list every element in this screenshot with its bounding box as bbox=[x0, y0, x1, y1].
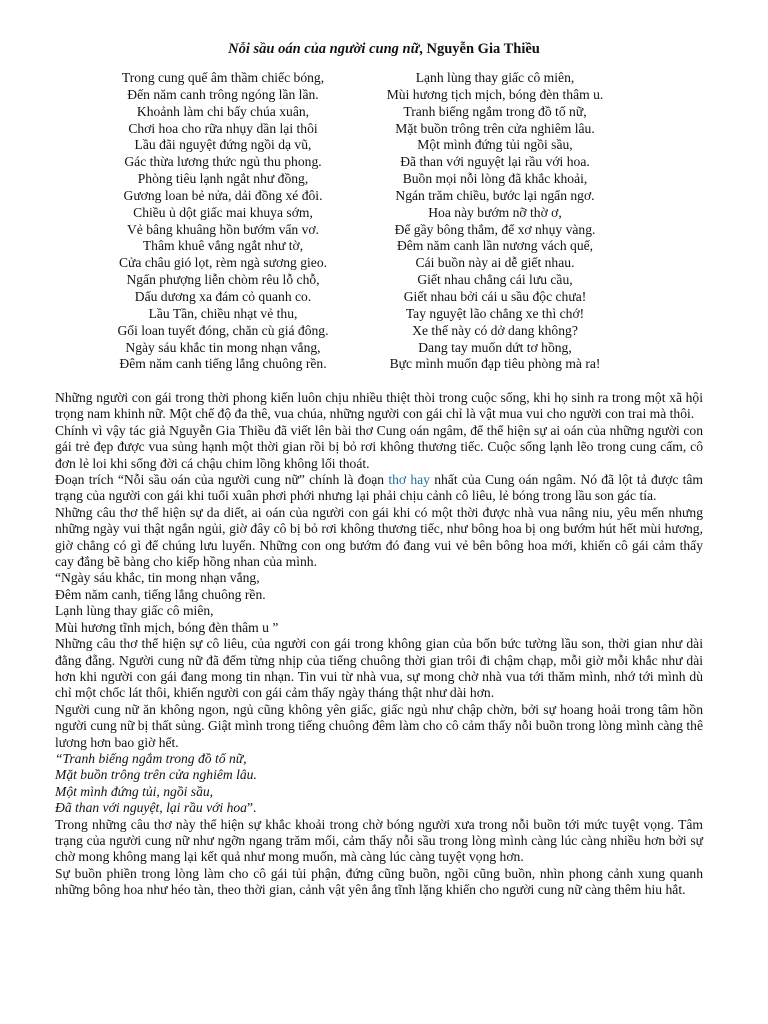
paragraph: Những người con gái trong thời phong kiến luôn chịu nhiều thiệt thòi trong cuộc sống, khi họ sinh ra trong một xã hội trọng nam khinh nữ. Một chế độ đa thê, vua chúa, những người con gái chỉ là vật mua vui cho người con trai mà thôi. bbox=[55, 390, 703, 422]
poem-line: Đến năm canh trông ngóng lần lần. bbox=[127, 86, 319, 102]
poem-line: Một mình đứng tủi ngồi sầu, bbox=[417, 137, 573, 153]
quote-close: ”. bbox=[246, 800, 257, 816]
poem-line: Đã than với nguyệt lại rầu với hoa. bbox=[400, 154, 590, 170]
paragraph bbox=[55, 472, 703, 505]
poem-line: Đêm năm canh tiếng lắng chuông rền. bbox=[119, 356, 327, 372]
poem-line: Dấu dương xa đám cỏ quanh co. bbox=[134, 288, 312, 304]
poem-line: Giết nhau chẳng cái lưu cầu, bbox=[417, 272, 573, 288]
quote-line: Lạnh lùng thay giấc cô miên, bbox=[55, 603, 214, 619]
paragraph: Trong những câu thơ này thể hiện sự khắc khoải trong chờ bóng người xưa trong nỗi buồn tới mức tuyệt vọng. Tâm trạng của người cung nữ như ngỡn ngang trăm mối, cảm thấy nỗi sầu trong lòng mình càng lúc càng nhiều hơn bởi sự chờ mong không mang lại kết quả như mong muốn, mà càng lúc càng tuyệt vọng hơn. bbox=[55, 816, 703, 865]
poem-line: Đêm năm canh lần nương vách quế, bbox=[396, 238, 594, 254]
quote-text: Đã than với nguyệt, lại rầu với hoa bbox=[55, 800, 247, 816]
poem-line: Ngán trăm chiều, bước lại ngẩn ngơ. bbox=[395, 187, 595, 203]
poem-line: Gác thừa lương thức ngủ thu phong. bbox=[124, 154, 322, 170]
poem-line: Gối loan tuyết đóng, chăn cù giá đông. bbox=[117, 322, 329, 338]
poem-line: Ngấn phượng liễn chòm rêu lỗ chỗ, bbox=[126, 272, 320, 288]
poem-line: Trong cung quế âm thầm chiếc bóng, bbox=[121, 70, 325, 85]
poem-line: Lầu Tần, chiều nhạt vẻ thu, bbox=[148, 305, 298, 321]
poem-line: Ngày sáu khắc tin mong nhạn vắng, bbox=[125, 339, 321, 355]
paragraph: Người cung nữ ăn không ngon, ngủ cũng không yên giấc, giấc ngủ như chập chờn, bởi sự hoang hoải trong tâm hồn người cung nữ bị thất sủng. Giật mình trong tiếng chuông đêm làm cho cô cảm thấy nỗi buồn trong lòng mình càng thê lương hơn bao giờ hết. bbox=[55, 701, 703, 750]
poem-line: Tranh biếng ngắm trong đồ tố nữ, bbox=[403, 103, 587, 119]
tho-hay-link[interactable]: thơ hay bbox=[388, 472, 430, 488]
quote-line: “Tranh biếng ngắm trong đồ tố nữ, bbox=[55, 750, 247, 766]
paragraph: Chính vì vậy tác giả Nguyễn Gia Thiều đã viết lên bài thơ Cung oán ngâm, để thể hiện sự ai oán của những người con gái trẻ đẹp được vua sủng hạnh một thời gian rồi bị bỏ rơi không thương tiếc. Cuộc sống lạnh lẽo trong cung cấm, cô đơn lẻ loi khi sống đời cá chậu chim lồng không lối thoát. bbox=[55, 422, 703, 471]
poem-line: Hoa này bướm nỡ thờ ơ, bbox=[428, 204, 562, 220]
poem-line: Gương loan bẻ nửa, dải đồng xé đôi. bbox=[123, 187, 323, 203]
quote-line: Mùi hương tĩnh mịch, bóng đèn thâm u ” bbox=[55, 619, 279, 635]
poem-line: Phòng tiêu lạnh ngắt như đồng, bbox=[137, 171, 309, 187]
paragraph-text: Đoạn trích “Nỗi sầu oán của người cung nữ” chính là đoạn bbox=[55, 472, 389, 488]
poem-line: Chơi hoa cho rữa nhụy dần lại thôi bbox=[128, 120, 318, 136]
poem-line: Chiều ủ dột giấc mai khuya sớm, bbox=[133, 204, 313, 220]
quote-line: Đêm năm canh, tiếng lắng chuông rền. bbox=[55, 586, 266, 602]
essay-body bbox=[55, 390, 703, 899]
author-name: , Nguyễn Gia Thiều bbox=[419, 41, 540, 57]
paragraph: Những câu thơ thể hiện sự da diết, ai oán của người con gái khi có một thời được nhà vua nâng niu, yêu mến nhưng những ngày vui thật ngắn ngủi, giờ đây cô bị bỏ rơi không thương tiếc, như bông hoa bị ong bướm hút hết mùi hương, giờ chẳng có gì để chúng lưu luyến. Những con ong bướm đó đang vui vẻ bên bông hoa mới, khiến cô gái cảm thấy cay đắng bẽ bàng cho kiếp hồng nhan của mình. bbox=[55, 504, 703, 570]
paragraph: Những câu thơ thể hiện sự cô liêu, của người con gái trong không gian của bốn bức tường lầu son, thời gian như dài đằng đẵng. Người cung nữ đã đếm từng nhịp của tiếng chuông thời gian trôi đi chậm chạp, mỗi giờ mỗi khắc như dài hơn khi người con gái đang mong tin nhạn. Tin vui từ nhà vua, sự mong chờ nhà vua tới thăm mình, nhớ tới mình dù chỉ một chốc lát thôi, khiến người con gái cảm thấy ngày tháng thật như dài hơn. bbox=[55, 636, 703, 701]
poem-column-left bbox=[68, 70, 378, 373]
poem-line: Tay nguyệt lão chẳng xe thì chớ! bbox=[405, 305, 585, 321]
quote-line bbox=[55, 800, 703, 816]
poem-line: Vẻ bâng khuâng hồn bướm vẩn vơ. bbox=[126, 221, 319, 237]
poem-line: Xe thế này có dở dang không? bbox=[412, 322, 578, 338]
poem-line: Mặt buồn trông trên cửa nghiêm lâu. bbox=[395, 120, 595, 136]
poem-line: Khoảnh làm chi bấy chúa xuân, bbox=[136, 103, 310, 119]
poem-line: Dang tay muốn dứt tơ hồng, bbox=[418, 339, 572, 355]
poem-line: Bực mình muốn đạp tiêu phòng mà ra! bbox=[389, 356, 601, 372]
document-title bbox=[0, 41, 768, 58]
poem-line: Cái buồn này ai dễ giết nhau. bbox=[415, 255, 575, 271]
poem-column-right bbox=[340, 70, 650, 373]
poem-name: Nỗi sầu oán của người cung nữ bbox=[228, 41, 420, 57]
poem-line: Mùi hương tịch mịch, bóng đèn thâm u. bbox=[386, 86, 604, 102]
quote-line: Một mình đứng tủi, ngồi sầu, bbox=[55, 783, 214, 799]
quote-line: “Ngày sáu khắc, tin mong nhạn vắng, bbox=[55, 570, 260, 586]
paragraph: Sự buồn phiền trong lòng làm cho cô gái tủi phận, đứng cũng buồn, ngồi cũng buồn, nhìn phong cảnh xung quanh những bông hoa như héo tàn, theo thời gian, cảnh vật yên ắng tĩnh lặng khiến cho người cung nữ càng thêm hiu hắt. bbox=[55, 865, 703, 898]
poem-line: Buồn mọi nỗi lòng đã khắc khoải, bbox=[402, 171, 588, 187]
poem-line: Cửa châu gió lọt, rèm ngà sương gieo. bbox=[118, 255, 328, 271]
poem-line: Để gầy bông thắm, để xơ nhụy vàng. bbox=[394, 221, 596, 237]
poem-line: Lầu đãi nguyệt đứng ngồi dạ vũ, bbox=[134, 137, 312, 153]
poem-line: Giết nhau bởi cái u sầu độc chưa! bbox=[403, 288, 587, 304]
quote-line: Mặt buồn trông trên cửa nghiêm lâu. bbox=[55, 767, 257, 783]
poem-line: Lạnh lùng thay giấc cô miên, bbox=[415, 70, 575, 85]
poem-line: Thâm khuê vắng ngắt như tờ, bbox=[142, 238, 304, 254]
paragraph-text: nhất của Cung oán ngâm. Nó đã lột tả được tâm trạng của người con gái khi tuổi xuân phơi phới nhưng lại phải chịu cảnh cô liêu, lẻ bóng trong lầu son gác tía. bbox=[55, 472, 703, 504]
